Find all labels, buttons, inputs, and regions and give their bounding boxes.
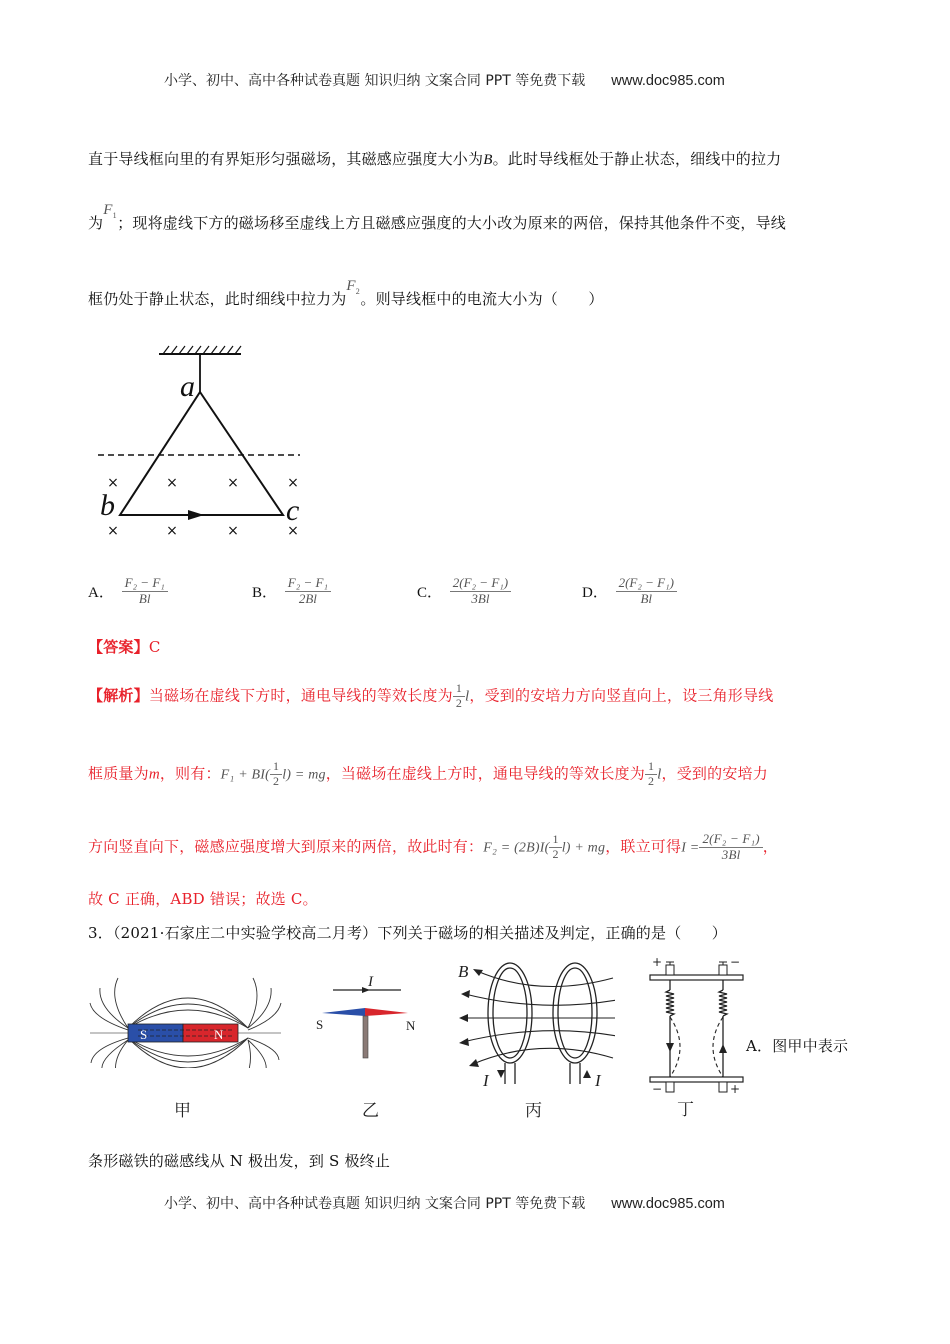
- question3-option-a-start[interactable]: [746, 1035, 848, 1056]
- text: 3．（2021·石家庄二中实验学校高二月考）下列关于磁场的相关描述及判定，正确的是（ ）: [88, 924, 727, 942]
- question3-option-a-cont: [88, 1150, 390, 1171]
- var-l: l: [465, 688, 470, 705]
- text: 直于导线框向里的有界矩形匀强磁场，其磁感应强度大小为: [88, 150, 484, 168]
- option-b[interactable]: [252, 576, 331, 607]
- svg-text:×: ×: [166, 523, 178, 539]
- figure-bing: [455, 958, 615, 1121]
- figure-jia: [88, 958, 283, 1121]
- answer-line: [88, 636, 161, 657]
- numerator: 1: [453, 682, 465, 697]
- var-l: l: [657, 766, 662, 783]
- text: 方向竖直向下，磁感应强度增大到原来的两倍，故此时有：: [88, 837, 484, 856]
- text: 当磁场在虚线下方时，通电导线的等效长度为: [148, 686, 453, 705]
- text: 故 C 正确，ABD 错误；故选 C。: [88, 890, 318, 908]
- needle-s-label: S: [316, 1017, 324, 1032]
- page-header: [164, 70, 725, 90]
- fraction-half: [549, 833, 561, 862]
- analysis-line1: [88, 682, 773, 711]
- figure-caption: 乙: [362, 1101, 379, 1121]
- footer-text: 小学、初中、高中各种试卷真题 知识归纳 文案合同 PPT 等免费下载: [164, 1196, 586, 1212]
- text: 为: [88, 214, 104, 232]
- header-url: www.doc985.com: [611, 73, 725, 89]
- option-fraction: [285, 576, 331, 607]
- option-d[interactable]: [582, 576, 677, 607]
- fraction-half: [270, 760, 282, 789]
- question2-line1: [88, 148, 781, 169]
- compass-needle-diagram: [300, 958, 440, 1068]
- denominator: 3Bl: [721, 846, 741, 862]
- option-fraction: [616, 576, 677, 607]
- analysis-tag: 【解析】: [88, 686, 149, 705]
- label-a: a: [180, 370, 195, 403]
- var-b: B: [483, 152, 493, 168]
- svg-text:×: ×: [227, 475, 239, 491]
- var-f: F: [346, 278, 356, 294]
- question2-line3: [88, 278, 604, 310]
- answer-tag: 【答案】: [88, 638, 149, 656]
- figure-caption: 丙: [525, 1101, 542, 1121]
- label-c: c: [286, 494, 300, 527]
- denominator: 2: [273, 773, 280, 788]
- current-label: I: [368, 974, 373, 990]
- magnet-s-label: S: [140, 1027, 148, 1042]
- text: 条形磁铁的磁感线从 N 极出发，到 S 极终止: [88, 1152, 391, 1170]
- text: 。此时导线框处于静止状态，细线中的拉力: [492, 150, 782, 168]
- fraction-half: [453, 682, 465, 711]
- svg-text:×: ×: [107, 475, 119, 491]
- fraction-half: [645, 760, 657, 789]
- i-label-right: I: [595, 1071, 601, 1088]
- text: ，受到的安培力方向竖直向上，设三角形导线: [469, 686, 774, 705]
- i-label-left: I: [483, 1071, 489, 1088]
- svg-text:×: ×: [107, 523, 119, 539]
- var-f: F: [103, 202, 113, 218]
- var-f1: [103, 200, 117, 220]
- option-label: B．: [252, 584, 278, 601]
- text: ，当磁场在虚线上方时，通电导线的等效长度为: [325, 764, 645, 783]
- denominator: Bl: [138, 590, 151, 606]
- option-label: D．: [582, 584, 608, 601]
- var-sub: 1: [112, 211, 117, 220]
- text: 框质量为: [88, 764, 149, 783]
- triangle-frame-figure: [88, 338, 318, 548]
- question3-stem: [88, 922, 727, 943]
- magnet-n-label: N: [214, 1027, 224, 1042]
- svg-text:×: ×: [166, 475, 178, 491]
- var-f2: [346, 276, 360, 296]
- figure-caption: 甲: [174, 1101, 191, 1121]
- svg-text:×: ×: [287, 475, 299, 491]
- figure-yi: [300, 958, 440, 1121]
- text: 。则导线框中的电流大小为（ ）: [360, 290, 604, 308]
- answer-value: C: [148, 638, 161, 656]
- analysis-line4: [88, 888, 318, 909]
- text: A．图甲中表示: [746, 1037, 849, 1055]
- footer-url: www.doc985.com: [611, 1196, 725, 1212]
- var-sub: 2: [355, 287, 360, 296]
- plus-top-left: +: [652, 955, 663, 969]
- minus-top-right: −: [730, 955, 741, 969]
- needle-n-label: N: [406, 1018, 416, 1033]
- fraction-result: [699, 832, 762, 863]
- question2-line2: [88, 202, 787, 234]
- denominator: 3Bl: [471, 590, 490, 606]
- numerator: 1: [645, 760, 657, 775]
- plus-bottom-right: +: [730, 1082, 741, 1095]
- option-c[interactable]: [417, 576, 511, 607]
- denominator: Bl: [640, 590, 653, 606]
- coil-field-diagram: [455, 958, 615, 1088]
- figure-caption: 丁: [677, 1100, 694, 1120]
- option-fraction: [122, 576, 168, 607]
- denominator: 2: [552, 846, 559, 861]
- option-a[interactable]: [88, 576, 168, 607]
- option-label: A．: [88, 584, 114, 601]
- text: ，联立可得: [605, 837, 682, 856]
- triangle-diagram: [88, 338, 318, 548]
- parallel-wires-diagram: [640, 955, 750, 1095]
- numerator: 1: [549, 833, 561, 848]
- denominator: 2: [647, 773, 655, 788]
- option-fraction: [450, 576, 511, 607]
- b-label: B: [458, 962, 469, 981]
- svg-text:×: ×: [227, 523, 239, 539]
- equation-2-right: l) + mg: [561, 840, 606, 856]
- label-b: b: [100, 489, 115, 522]
- minus-bottom-left: −: [652, 1082, 663, 1095]
- numerator: 2(F₂ − F₁): [616, 576, 677, 592]
- bar-magnet-field-diagram: [88, 958, 283, 1068]
- header-text: 小学、初中、高中各种试卷真题 知识归纳 文案合同 PPT 等免费下载: [164, 73, 586, 89]
- equation-1-right: l) = mg: [282, 767, 326, 783]
- text: ，: [762, 837, 778, 856]
- text: ，受到的安培力: [661, 764, 768, 783]
- numerator: 2(F₂ − F₁): [699, 832, 762, 848]
- equation-3-left: I =: [681, 840, 700, 856]
- equation-1-left: F₁ + BI(: [220, 767, 271, 783]
- figure-ding: [640, 955, 750, 1120]
- text: ；现将虚线下方的磁场移至虚线上方且磁感应强度的大小改为原来的两倍，保持其他条件不变，导线: [117, 214, 787, 232]
- denominator: 2Bl: [298, 590, 317, 606]
- analysis-line3: [88, 832, 778, 863]
- denominator: 2: [455, 695, 463, 710]
- numerator: 1: [270, 760, 282, 775]
- option-label: C．: [417, 584, 443, 601]
- text: 框仍处于静止状态，此时细线中拉力为: [88, 290, 347, 308]
- numerator: F₂ − F₁: [285, 576, 331, 592]
- analysis-line2: [88, 760, 768, 789]
- text: ，则有：: [159, 764, 221, 783]
- numerator: F₂ − F₁: [122, 576, 168, 592]
- numerator: 2(F₂ − F₁): [450, 576, 511, 592]
- var-m: m: [148, 766, 160, 783]
- svg-text:×: ×: [287, 523, 299, 539]
- equation-2-left: F₂ = (2B)I(: [483, 840, 550, 856]
- page-footer: [164, 1193, 725, 1213]
